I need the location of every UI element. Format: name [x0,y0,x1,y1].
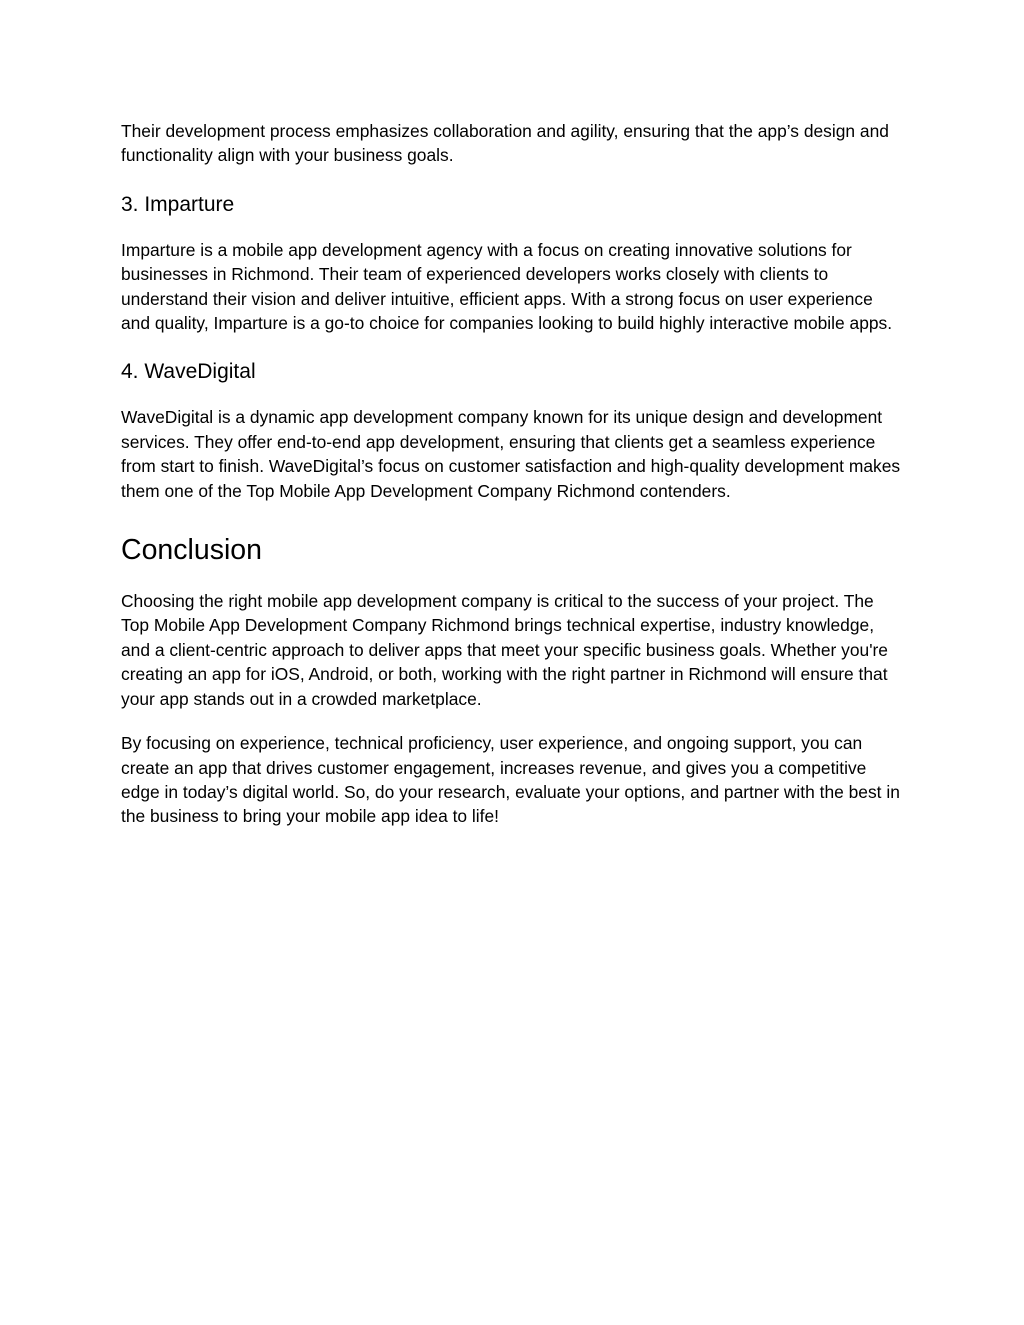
section-3-paragraph: Imparture is a mobile app development agency with a focus on creating innovative solutions for businesses in Richmond. Their team of experienced developers works closely with clients to understand their vision and deliver intuitive, efficient apps. With a strong focus on user experience and quality, Imparture is a go-to choice for companies looking to build highly interactive mobile apps. [121,239,893,334]
section-3-heading: 3. Imparture [121,192,235,216]
conclusion-paragraph-2: By focusing on experience, technical proficiency, user experience, and ongoing support, you can create an app that drives customer engagement, increases revenue, and gives you a competitive edge in today’s digital world. So, do your research, evaluate your options, and partner with the best in the business to bring your mobile app idea to life! [121,733,900,827]
document-page [121,119,905,829]
intro-paragraph: Their development process emphasizes collaboration and agility, ensuring that the app’s design and functionality align with your business goals. [121,121,889,166]
section-4-heading: 4. WaveDigital [121,360,256,384]
conclusion-paragraph-1: Choosing the right mobile app development company is critical to the success of your project. The Top Mobile App Development Company Richmond brings technical expertise, industry knowledge, and a client-centric approach to deliver apps that meet your specific business goals. Whether you're creating an app for iOS, Android, or both, working with the right partner in Richmond will ensure that your app stands out in a crowded marketplace. [121,591,888,709]
conclusion-heading: Conclusion [121,534,262,567]
section-4-paragraph: WaveDigital is a dynamic app development company known for its unique design and development services. They offer end-to-end app development, ensuring that clients get a seamless experience from start to finish. WaveDigital’s focus on customer satisfaction and high-quality development makes them one of the Top Mobile App Development Company Richmond contenders. [121,407,901,501]
